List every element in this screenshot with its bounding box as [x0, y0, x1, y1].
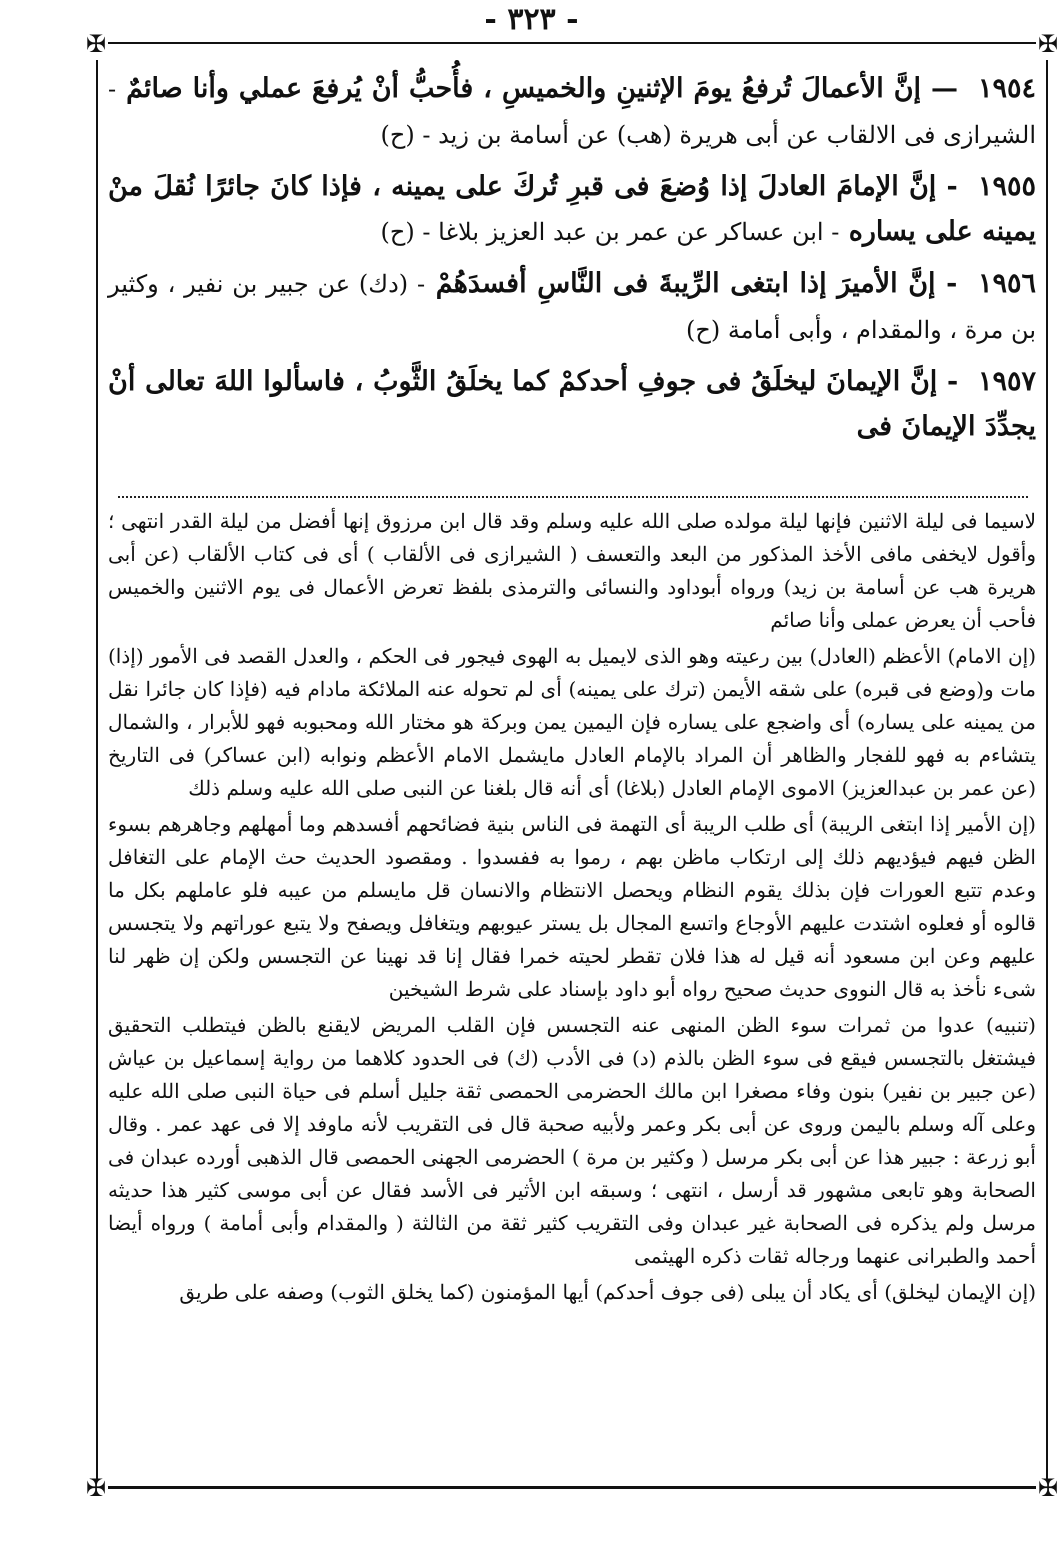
page-number: - ٣٢٣ -: [484, 2, 579, 37]
hadith-text: — إنَّ الأعمالَ تُرفعُ يومَ الإثنينِ والخميسِ ، فأُحبُّ أنْ يُرفعَ عملي وأنا صائمٌ: [126, 73, 959, 104]
hadith-text: - إنَّ الإيمانَ ليخلَقُ فى جوفِ أحدكمْ كما يخلَقُ الثَّوبُ ، فاسألوا اللهَ تعالى أنْ يجدِّدَ الإيمانَ فى: [108, 366, 1036, 442]
frame-bottom-line: [108, 1486, 1036, 1489]
hadith-text: - إنَّ الأميرَ إذا ابتغى الرِّيبةَ فى النَّاسِ أفسدَهُمْ: [435, 268, 958, 299]
commentary-paragraph: (إن الإيمان ليخلق) أى يكاد أن يبلى (فى جوف أحدكم) أيها المؤمنون (كما يخلق الثوب) وصفه على طريق: [179, 1280, 1036, 1304]
frame-right-line: [1046, 60, 1048, 1480]
hadith-source: - الشيرازى فى الالقاب عن أبى هريرة (هب) عن أسامة بن زيد - (ح): [108, 75, 1036, 149]
hadith-entry: [108, 261, 1036, 353]
hadith-list: [108, 66, 1036, 456]
hadith-number: ١٩٥٤: [977, 73, 1036, 104]
hadith-number: ١٩٥٧: [977, 366, 1036, 397]
hadith-number: ١٩٥٦: [977, 268, 1036, 299]
hadith-entry: [108, 164, 1036, 255]
corner-ornament-icon: ✠: [1037, 30, 1059, 58]
corner-ornament-icon: ✠: [1037, 1474, 1059, 1502]
commentary-paragraph: لاسيما فى ليلة الاثنين فإنها ليلة مولده صلى الله عليه وسلم وقد قال ابن مرزوق إنها أفضل من ليلة القدر انتهى ؛ وأقول لايخفى مافى الأخذ المذكور من البعد والتعسف ( الشيرازى فى الألقاب ) أى فى كتاب الألقاب (عن أبى هريرة هب عن أسامة بن زيد) ورواه أبوداود والنسائى والترمذى بلفظ تعرض الأعمال فى يوم الاثنين والخميس فأحب أن يعرض عملى وأنا صائم: [108, 509, 1036, 632]
commentary-paragraph: (إن الأمير إذا ابتغى الريبة) أى طلب الريبة أى التهمة فى الناس بنية فضائحهم أفسدهم وما أمهلهم وجاهرهم بسوء الظن فيهم فيؤديهم ذلك إلى ارتكاب ماظن بهم ، رموا به ففسدوا . ومقصود الحديث حث الإمام على التغافل وعدم تتبع العورات فإن بذلك يقوم النظام ويحصل الانتظام والانسان قل مايسلم من عيبه فلو عاملهم بكل ما قالوه أو فعلوه اشتدت عليهم الأوجاع واتسع المجال بل يستر عيوبهم ويتغافل ويصفح ولا يتبع عوراتهم ولا يتجسس عليهم وعن ابن مسعود أنه قيل له هذا فلان تقطر لحيته خمرا فقال إنا قد نهينا عن التجسس ولكن إن ظهر لنا شىء نأخذ به قال النووى حديث صحيح رواه أبو داود بإسناد على شرط الشيخين: [108, 812, 1036, 1001]
commentary-paragraph: (إن الامام) الأعظم (العادل) بين رعيته وهو الذى لايميل به الهوى فيجور فى الحكم ، والعدل القصد فى الأمور (إذا) مات و(وضع فى قبره) على شقه الأيمن (ترك على يمينه) أى لم تحوله عنه الملائكة مادام فيه (فإذا كان جائرا نقل من يمينه على يساره) أى واضجع على يساره فإن اليمين يمن وبركة هو مختار الله ومحبوبه فهو للأبرار ، والشمال يتشاءم به فهو للفجار والظاهر أن المراد بالإمام العادل مايشمل الامام الأعظم ونوابه (ابن عساكر) فى التاريخ (عن عمر بن عبدالعزيز) الاموى الإمام العادل (بلاغا) أى أنه قال بلغنا عن النبى صلى الله عليه وسلم ذلك: [108, 644, 1036, 800]
hadith-number: ١٩٥٥: [977, 171, 1036, 202]
corner-ornament-icon: ✠: [85, 30, 107, 58]
frame-left-line: [96, 60, 98, 1480]
hadith-source: - (دك) عن جبير بن نفير ، وكثير بن مرة ، والمقدام ، وأبى أمامة (ح): [108, 270, 1036, 344]
commentary: [108, 505, 1036, 1312]
commentary-paragraph: (تنبيه) عدوا من ثمرات سوء الظن المنهى عنه التجسس فإن القلب المريض لايقنع بالظن فيتطلب التحقيق فيشتغل بالتجسس فيقع فى سوء الظن بالذم (د) فى الأدب (ك) فى الحدود كلاهما من رواية إسماعيل بن عياش (عن جبير بن نفير) بنون وفاء مصغرا ابن مالك الحضرمى الحمصى ثقة جليل أسلم فى حياة النبى صلى الله عليه وعلى آله وسلم باليمن وروى عن أبى بكر وعمر ولأبيه صحبة قال فى التقريب لأنه ماوفد إلا فى عهد عمر . وقال أبو زرعة : جبير هذا عن أبى بكر مرسل ( وكثير بن مرة ) الحضرمى الجهنى الحمصى قال الذهبى أورده عبدان فى الصحابة وهو تابعى مشهور قد أرسل ، انتهى ؛ وسبقه ابن الأثير فى الأسد فقال عن أبى موسى كثير هذا حديثه مرسل ولم يذكره فى الصحابة غير عبدان وفى التقريب كثير ثقة من الثالثة ( والمقدام وأبى أمامة ) ورواه أيضا أحمد والطبرانى عنهما ورجاله ثقات ذكره الهيثمى: [108, 1013, 1036, 1268]
dotted-separator: [118, 496, 1028, 498]
hadith-entry: [108, 66, 1036, 158]
corner-ornament-icon: ✠: [85, 1474, 107, 1502]
hadith-source: - ابن عساكر عن عمر بن عبد العزيز بلاغا - (ح): [380, 218, 840, 246]
frame-top-line: [108, 42, 1036, 44]
hadith-entry: [108, 359, 1036, 450]
hadith-text: - إنَّ الإمامَ العادلَ إذا وُضعَ فى قبرِ تُركَ على يمينه ، فإذا كانَ جائرًا نُقلَ منْ يمينه على يساره: [108, 171, 1036, 247]
